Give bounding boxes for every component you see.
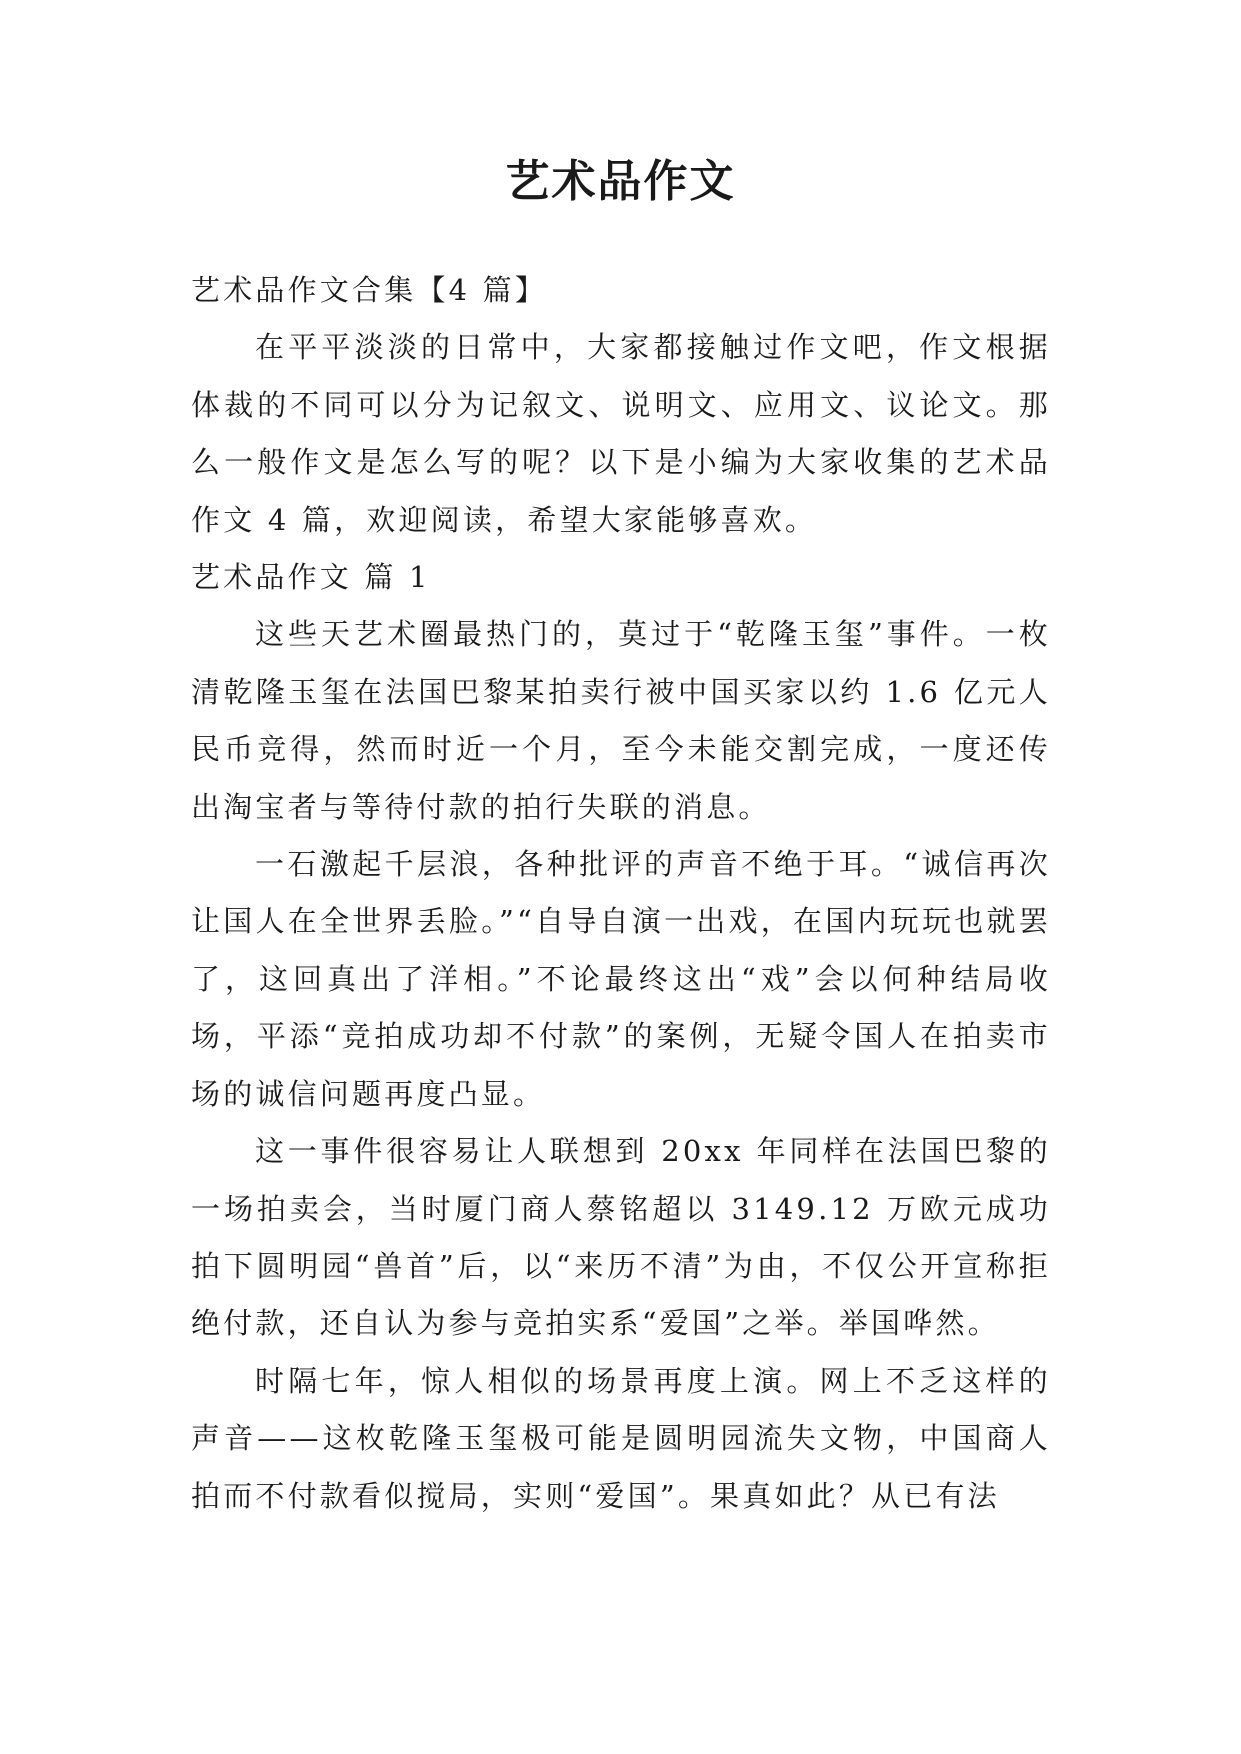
document-title: 艺术品作文 (505, 156, 736, 207)
collection-subtitle: 艺术品作文合集【4 篇】 (191, 273, 548, 307)
body-paragraph: 这一事件很容易让人联想到 20xx 年同样在法国巴黎的一场拍卖会，当时厦门商人蔡铭超以 3149.12 万欧元成功拍下圆明园“兽首”后，以“来历不清”为由，不仅公开宣称拒绝付款，还自认为参与竞拍实系“爱国”之举。举国哗然。 (191, 1134, 1051, 1341)
body-paragraph: 一石激起千层浪，各种批评的声音不绝于耳。“诚信再次让国人在全世界丢脸。”“自导自演一出戏，在国内玩玩也就罢了，这回真出了洋相。”不论最终这出“戏”会以何种结局收场，平添“竞拍成功却不付款”的案例，无疑令国人在拍卖市场的诚信问题再度凸显。 (191, 847, 1051, 1111)
body-paragraph: 时隔七年，惊人相似的场景再度上演。网上不乏这样的声音——这枚乾隆玉玺极可能是圆明园流失文物，中国商人拍而不付款看似搅局，实则“爱国”。果真如此？从已有法 (191, 1363, 1051, 1513)
body-paragraph: 这些天艺术圈最热门的，莫过于“乾隆玉玺”事件。一枚清乾隆玉玺在法国巴黎某拍卖行被中国买家以约 1.6 亿元人民币竞得，然而时近一个月，至今未能交割完成，一度还传出淘宝者与等待付款的拍行失联的消息。 (191, 617, 1051, 824)
section-heading: 艺术品作文 篇 1 (191, 560, 431, 595)
document-body (191, 262, 1051, 1525)
intro-paragraph: 在平平淡淡的日常中，大家都接触过作文吧，作文根据体裁的不同可以分为记叙文、说明文、应用文、议论文。那么一般作文是怎么写的呢？以下是小编为大家收集的艺术品作文 4 篇，欢迎阅读，希望大家能够喜欢。 (191, 330, 1051, 537)
